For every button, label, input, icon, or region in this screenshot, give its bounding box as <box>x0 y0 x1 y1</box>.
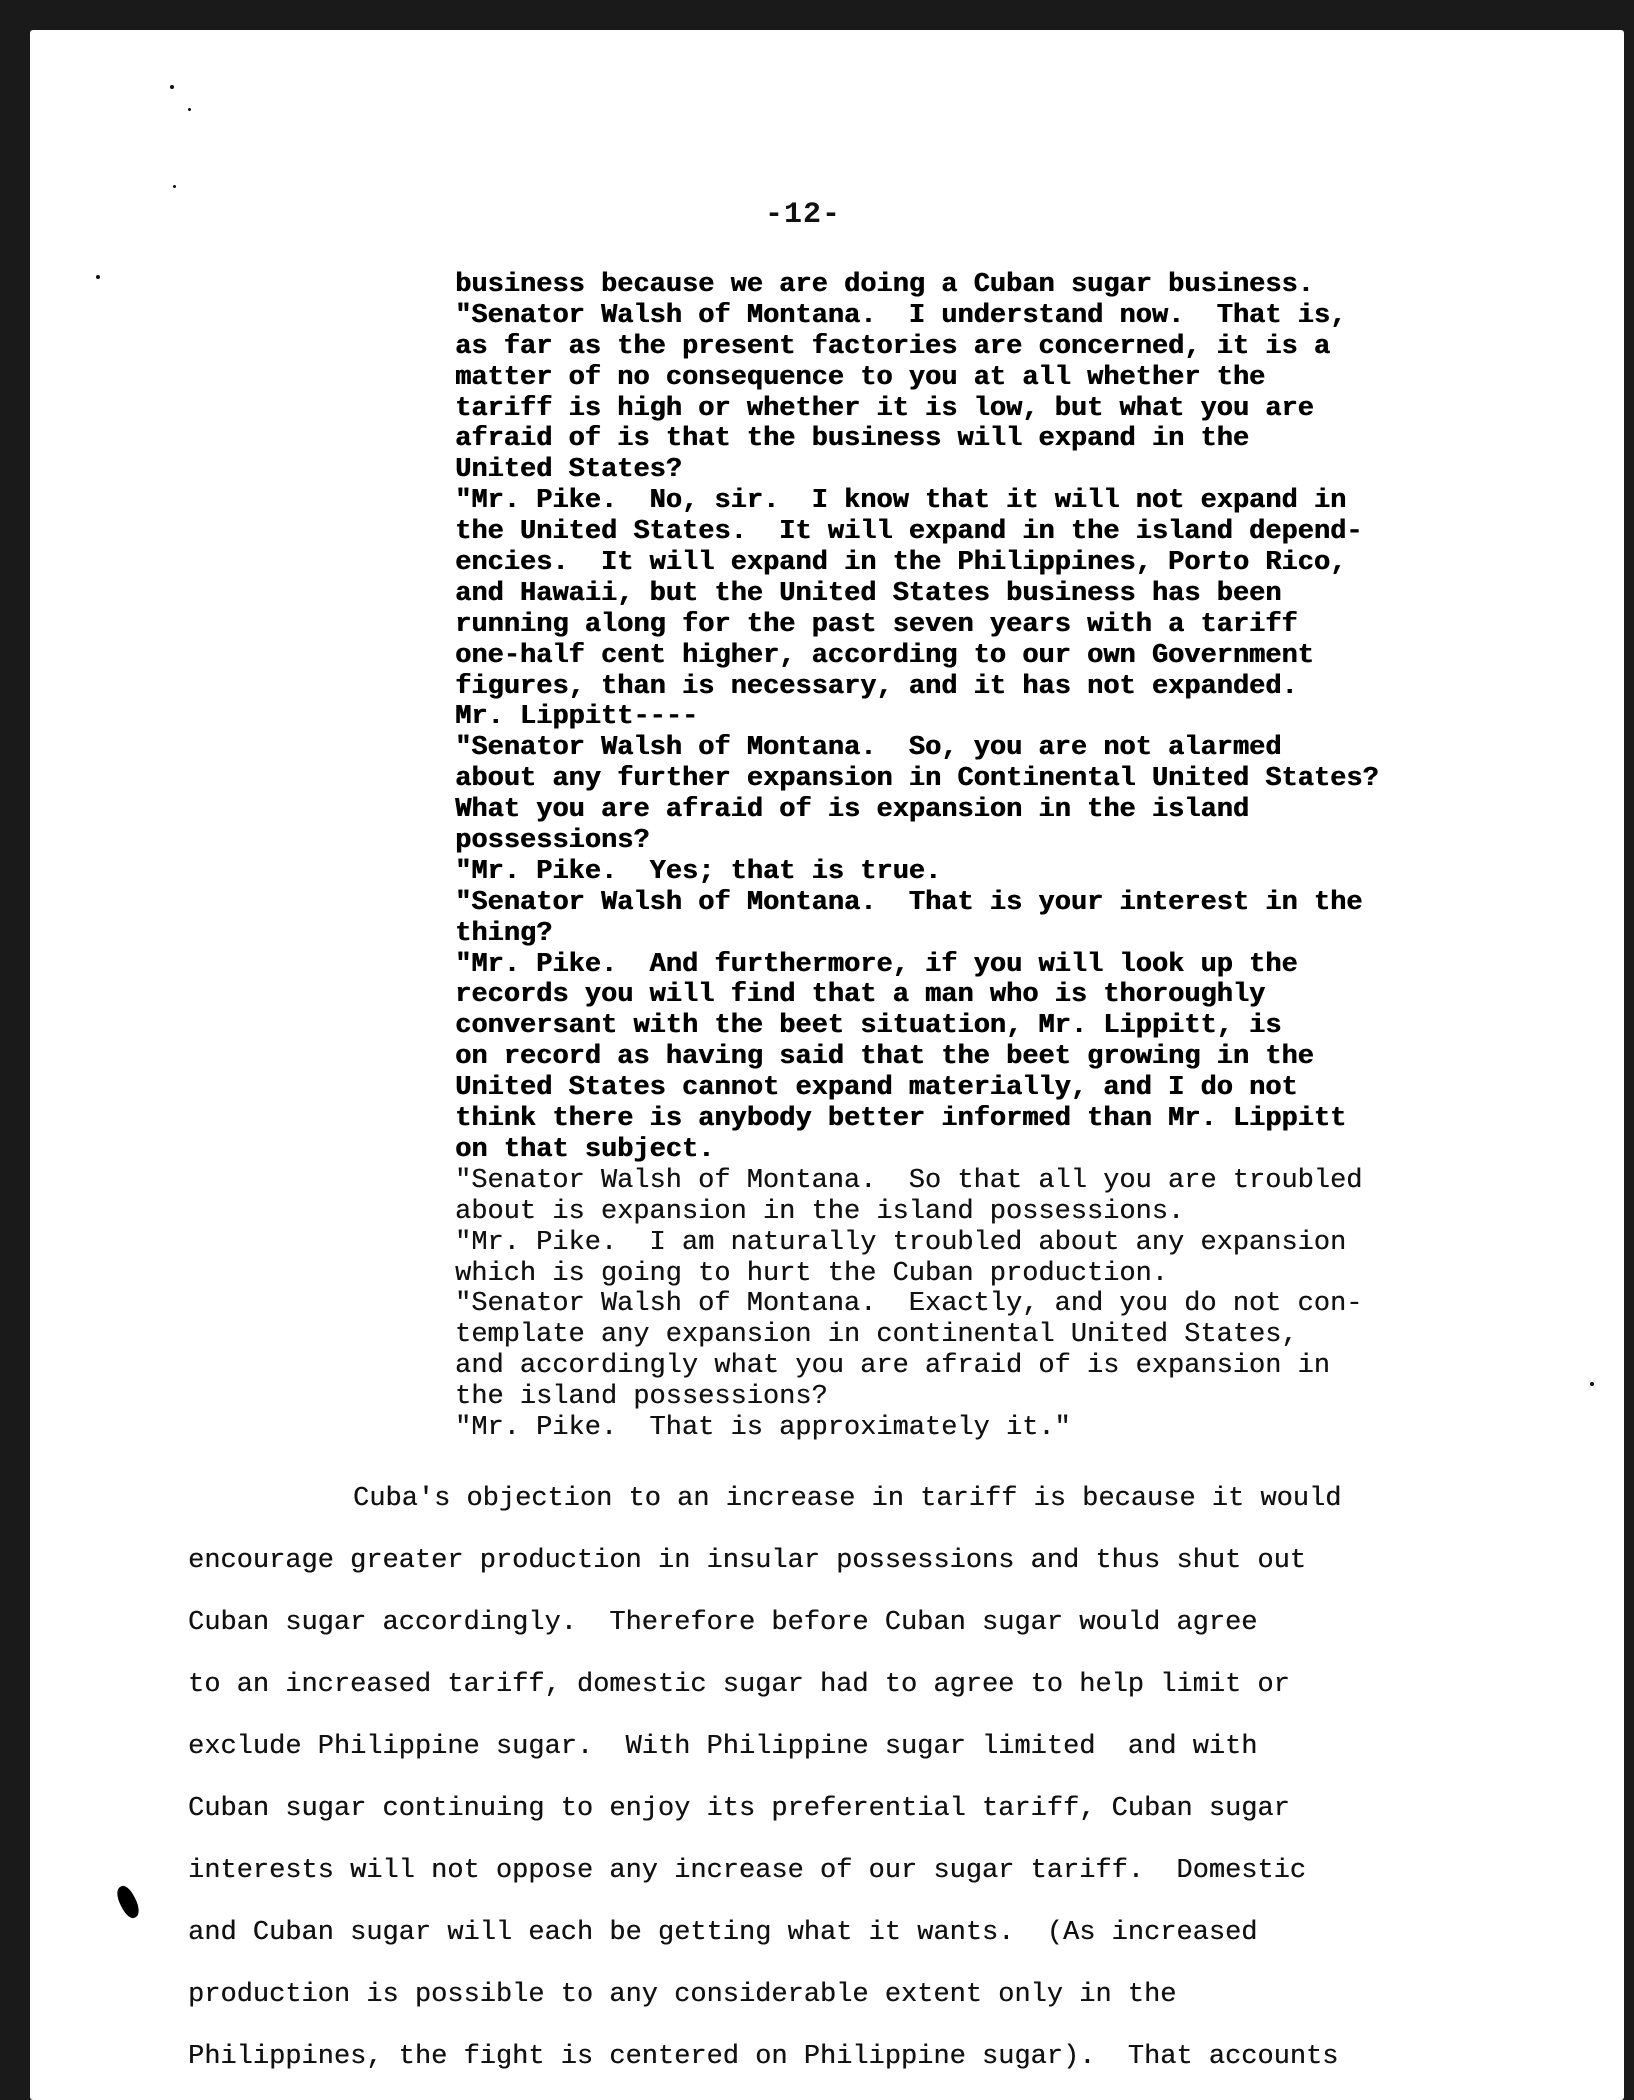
paragraph-line: interests will not oppose any increase of our sugar tariff. Domestic <box>188 1856 1306 1886</box>
quote-line: records you will find that a man who is thoroughly <box>455 980 1266 1011</box>
paragraph-line: exclude Philippine sugar. With Philippine sugar limited and with <box>188 1732 1258 1762</box>
quote-line: "Senator Walsh of Montana. That is your interest in the <box>455 887 1363 918</box>
quote-line: afraid of is that the business will expand in the <box>455 424 1249 455</box>
page-number: -12- <box>765 198 842 232</box>
quote-line: United States cannot expand materially, and I do not <box>455 1073 1298 1104</box>
quote-line: template any expansion in continental United States, <box>455 1320 1298 1351</box>
quote-line: United States? <box>455 455 682 486</box>
quote-line: and Hawaii, but the United States business has been <box>455 578 1282 609</box>
quote-line: "Senator Walsh of Montana. So that all you are troubled <box>455 1165 1363 1196</box>
quote-line: tariff is high or whether it is low, but what you are <box>455 393 1314 424</box>
quote-line: "Mr. Pike. No, sir. I know that it will not expand in <box>455 486 1347 517</box>
paragraph-line: Cuba's objection to an increase in tariff is because it would <box>353 1484 1342 1514</box>
document-page <box>30 30 1624 2100</box>
quote-line: "Senator Walsh of Montana. Exactly, and you do not con- <box>455 1289 1363 1320</box>
quote-line: "Mr. Pike. Yes; that is true. <box>455 856 942 887</box>
quote-line: "Senator Walsh of Montana. I understand now. That is, <box>455 300 1347 331</box>
paragraph-line: to an increased tariff, domestic sugar had to agree to help limit or <box>188 1670 1290 1700</box>
scan-speck <box>1590 1382 1594 1386</box>
quote-line: on record as having said that the beet growing in the <box>455 1042 1314 1073</box>
scan-speck <box>173 185 176 188</box>
quote-line: which is going to hurt the Cuban production. <box>455 1258 1168 1289</box>
ink-smudge <box>113 1883 143 1921</box>
paragraph-line: Philippines, the fight is centered on Philippine sugar). That accounts <box>188 2042 1339 2072</box>
scan-speck <box>170 85 174 89</box>
paragraph-line: Cuban sugar accordingly. Therefore before Cuban sugar would agree <box>188 1608 1258 1638</box>
quote-line: "Senator Walsh of Montana. So, you are not alarmed <box>455 733 1282 764</box>
scan-speck <box>188 108 191 111</box>
quote-line: possessions? <box>455 826 650 857</box>
body-paragraph <box>188 1468 1588 2088</box>
paragraph-line: production is possible to any considerable extent only in the <box>188 1980 1177 2010</box>
quote-line: on that subject. <box>455 1134 715 1165</box>
quote-line: matter of no consequence to you at all whether the <box>455 362 1266 393</box>
quote-line: "Mr. Pike. And furthermore, if you will look up the <box>455 949 1298 980</box>
quote-line: the United States. It will expand in the island depend- <box>455 517 1363 548</box>
quote-line: about is expansion in the island possessions. <box>455 1196 1185 1227</box>
quote-line: and accordingly what you are afraid of is expansion in <box>455 1351 1330 1382</box>
quote-line: running along for the past seven years with a tariff <box>455 609 1298 640</box>
quote-line: about any further expansion in Continental United States? <box>455 764 1379 795</box>
quote-line: What you are afraid of is expansion in the island <box>455 795 1249 826</box>
paragraph-line: Cuban sugar continuing to enjoy its preferential tariff, Cuban sugar <box>188 1794 1290 1824</box>
typed-document <box>30 30 1624 2100</box>
quote-line: conversant with the beet situation, Mr. Lippitt, is <box>455 1011 1282 1042</box>
quote-line: Mr. Lippitt---- <box>455 702 699 733</box>
quote-line: the island possessions? <box>455 1382 828 1413</box>
paragraph-line: and Cuban sugar will each be getting what it wants. (As increased <box>188 1918 1258 1948</box>
quote-line: one-half cent higher, according to our own Government <box>455 640 1314 671</box>
testimony-quote <box>455 270 1575 1444</box>
paragraph-line: encourage greater production in insular possessions and thus shut out <box>188 1546 1306 1576</box>
scan-speck <box>96 275 100 279</box>
quote-line: "Mr. Pike. I am naturally troubled about any expansion <box>455 1227 1347 1258</box>
quote-line: think there is anybody better informed than Mr. Lippitt <box>455 1104 1347 1135</box>
quote-line: "Mr. Pike. That is approximately it." <box>455 1412 1071 1443</box>
quote-line: encies. It will expand in the Philippines, Porto Rico, <box>455 548 1347 579</box>
quote-line: business because we are doing a Cuban sugar business. <box>455 270 1314 300</box>
quote-line: as far as the present factories are concerned, it is a <box>455 331 1330 362</box>
quote-line: figures, than is necessary, and it has not expanded. <box>455 671 1298 702</box>
quote-line: thing? <box>455 918 553 949</box>
